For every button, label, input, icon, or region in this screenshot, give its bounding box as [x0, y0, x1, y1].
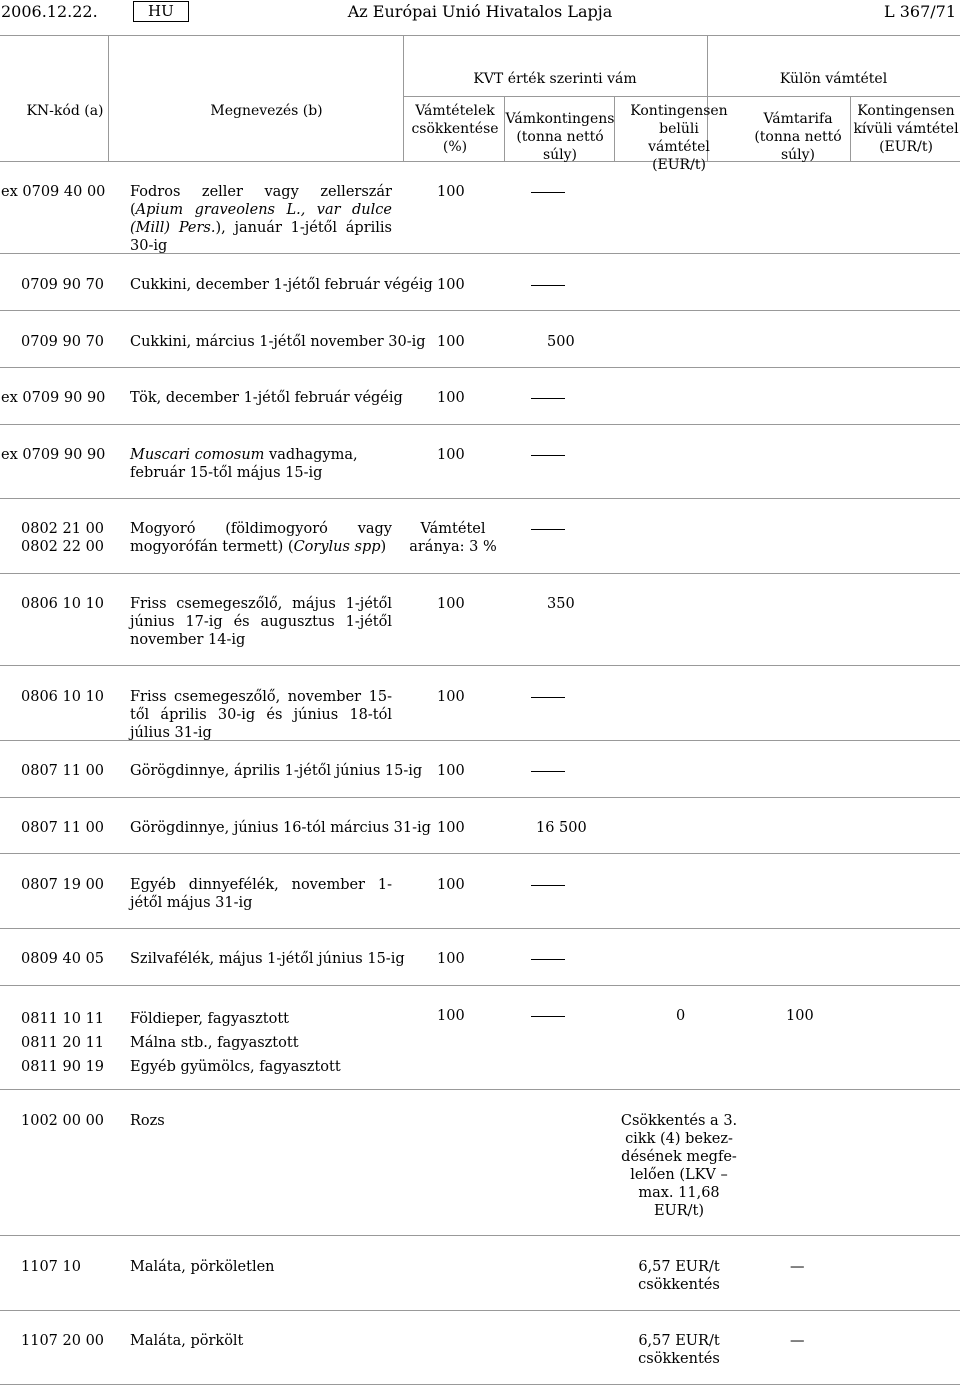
quota: [531, 762, 565, 780]
publication-date: 2006.12.22.: [1, 2, 98, 21]
reduction: 100: [437, 820, 465, 836]
description: Görögdinnye, június 16-tól március 31-ig: [130, 820, 431, 836]
rule: [0, 424, 960, 425]
dash: [531, 1016, 565, 1017]
quota: [531, 876, 565, 894]
reduction: 100: [437, 877, 465, 893]
description: Maláta, pörkölt: [130, 1333, 244, 1349]
quota: 500: [547, 334, 575, 350]
kn-code: 0802 21 00 0802 22 00: [21, 521, 105, 555]
rule: [0, 1310, 960, 1311]
kn-code: 0807 19 00: [21, 877, 105, 893]
description: Fodros zeller vagy zellerszár (Apium graveolens L., var dulce (Mill) Pers.), január 1-jétől április 30-ig: [130, 184, 392, 254]
rule: [0, 310, 960, 311]
journal-title: Az Európai Unió Hivatalos Lapja: [347, 2, 613, 21]
rule: [0, 985, 960, 986]
in-quota-rate: 6,57 EUR/t csökkentés: [638, 1333, 720, 1367]
kn-code: 0806 10 10: [21, 596, 105, 612]
kn-code: 0806 10 10: [21, 689, 105, 705]
rule: [0, 367, 960, 368]
quota: [531, 1007, 565, 1025]
kn-code: ex 0709 40 00: [1, 184, 106, 200]
reduction: 100: [437, 184, 465, 200]
col-header-tariff: Vámtarifa (tonna nettó súly): [754, 111, 842, 163]
description: Földieper, fagyasztott Málna stb., fagyasztott Egyéb gyümölcs, fagyasztott: [130, 1011, 341, 1075]
tariff-quota: —: [790, 1333, 805, 1349]
dash: [531, 192, 565, 193]
in-quota-rate: 0: [676, 1008, 686, 1024]
dash: [531, 697, 565, 698]
reduction: 100: [437, 277, 465, 293]
col-sep: [403, 36, 404, 161]
kn-code: ex 0709 90 90: [1, 447, 106, 463]
reduction: 100: [437, 689, 465, 705]
reduction: 100: [437, 447, 465, 463]
group-rule-kulon: [707, 96, 960, 97]
quota: [531, 446, 565, 464]
reduction: Vámtétel aránya: 3 %: [409, 521, 497, 555]
rule: [0, 665, 960, 666]
quota: [531, 276, 565, 294]
description: Cukkini, március 1-jétől november 30-ig: [130, 334, 426, 350]
description: Friss csemegeszőlő, május 1-jétől június 17-ig és augusztus 1-jétől november 14-ig: [130, 596, 392, 648]
description: Maláta, pörköletlen: [130, 1259, 275, 1275]
reduction: 100: [437, 1008, 465, 1024]
description: Tök, december 1-jétől február végéig: [130, 390, 403, 406]
in-quota-rate: 6,57 EUR/t csökkentés: [638, 1259, 720, 1293]
rule: [0, 35, 960, 36]
col-header-quota: Vámkontingens (tonna nettó súly): [505, 111, 615, 163]
tariff-quota: 100: [786, 1008, 814, 1024]
description: Görögdinnye, április 1-jétől június 15-ig: [130, 763, 423, 779]
col-sep: [108, 36, 109, 161]
rule: [0, 797, 960, 798]
language-badge: HU: [133, 1, 189, 22]
kn-code: 0709 90 70: [21, 277, 105, 293]
description: Egyéb dinnyefélék, november 1-jétől május 31-ig: [130, 877, 392, 911]
rule: [0, 1384, 960, 1385]
quota: 16 500: [536, 820, 587, 836]
quota: [531, 950, 565, 968]
rule: [0, 498, 960, 499]
reduction: 100: [437, 334, 465, 350]
kn-code: 0809 40 05: [21, 951, 105, 967]
quota: [531, 688, 565, 706]
page-header: [0, 0, 960, 30]
kn-code: 0811 10 11 0811 20 11 0811 90 19: [21, 1011, 105, 1075]
quota: [531, 389, 565, 407]
rule: [0, 853, 960, 854]
dash: [531, 959, 565, 960]
reduction: 100: [437, 951, 465, 967]
kn-code: 0807 11 00: [21, 820, 105, 836]
reduction: 100: [437, 390, 465, 406]
quota: [531, 183, 565, 201]
col-header-reduction: Vámtételek csökkentése (%): [411, 103, 499, 155]
rule: [0, 928, 960, 929]
dash: [531, 885, 565, 886]
description: Cukkini, december 1-jétől február végéig: [130, 277, 433, 293]
rule: [0, 1235, 960, 1236]
kn-code: 1002 00 00: [21, 1113, 105, 1129]
kn-code: 0807 11 00: [21, 763, 105, 779]
dash: [531, 529, 565, 530]
kn-code: 0709 90 70: [21, 334, 105, 350]
quota: 350: [547, 596, 575, 612]
group-kvt-header: KVT érték szerinti vám: [473, 71, 637, 87]
description: Szilvafélék, május 1-jétől június 15-ig: [130, 951, 405, 967]
in-quota-rate: Csökkentés a 3. cikk (4) bekez- désének megfe- lelően (LKV – max. 11,68 EUR/t): [620, 1113, 738, 1219]
rule: [0, 1089, 960, 1090]
rule: [0, 573, 960, 574]
dash: [531, 455, 565, 456]
reduction: 100: [437, 596, 465, 612]
dash: [531, 398, 565, 399]
quota: [531, 520, 565, 538]
kn-code: ex 0709 90 90: [1, 390, 106, 406]
dash: [531, 285, 565, 286]
page-number: L 367/71: [884, 2, 956, 21]
description: Muscari comosum vadhagyma, február 15-től május 15-ig: [130, 447, 358, 481]
dash: [531, 771, 565, 772]
col-header-kn: KN-kód (a): [26, 103, 104, 119]
group-rule-kvt: [403, 96, 707, 97]
col-header-megnevezes: Megnevezés (b): [210, 103, 323, 119]
description: Mogyoró (földimogyoró vagy mogyorófán termett) (Corylus spp): [130, 521, 392, 555]
kn-code: 1107 10: [21, 1259, 81, 1275]
kn-code: 1107 20 00: [21, 1333, 105, 1349]
description: Rozs: [130, 1113, 165, 1129]
description: Friss csemegeszőlő, november 15-től április 30-ig és június 18-tól július 31-ig: [130, 689, 392, 741]
group-kulon-header: Külön vámtétel: [779, 71, 888, 87]
reduction: 100: [437, 763, 465, 779]
col-header-in-quota-rate: Kontingensen belüli vámtétel (EUR/t): [630, 103, 728, 173]
col-header-out-quota-rate: Kontingensen kívüli vámtétel (EUR/t): [853, 103, 959, 155]
tariff-quota: —: [790, 1259, 805, 1275]
